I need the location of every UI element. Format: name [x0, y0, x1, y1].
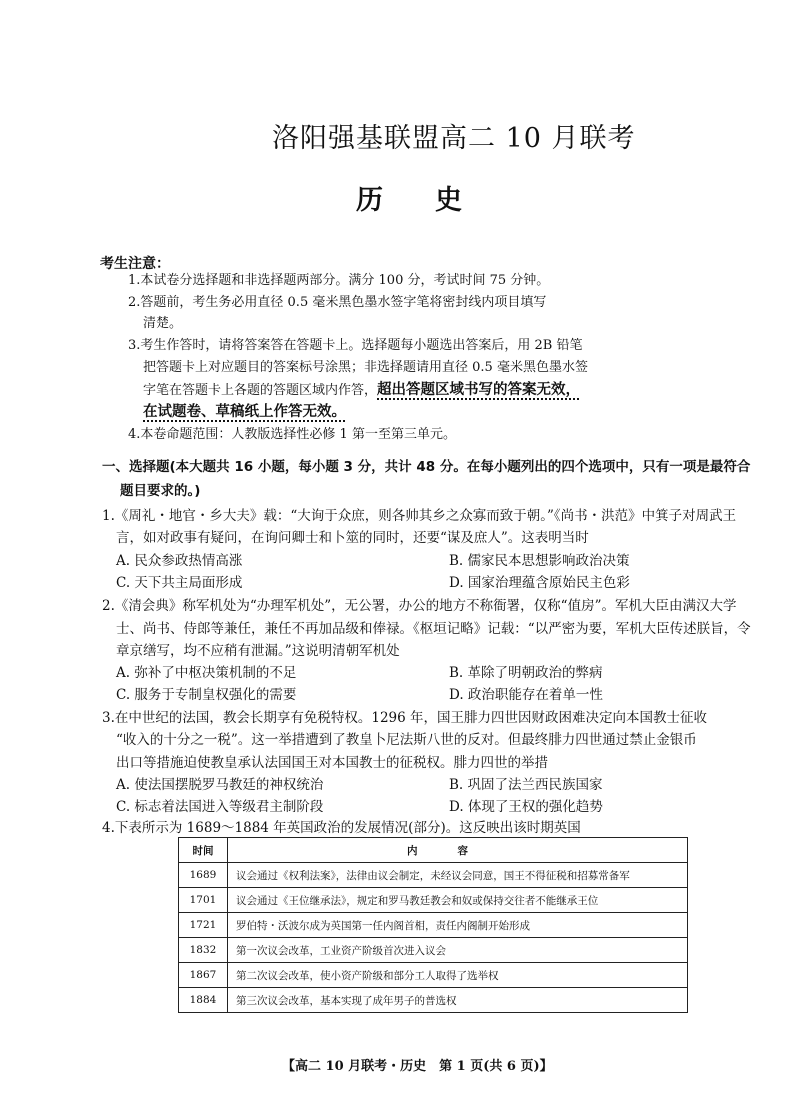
table-header-row — [179, 838, 688, 863]
notice-line — [143, 379, 580, 402]
question-2-text: 2.《清会典》称军机处为“办理军机处”，无公署，办公的地方不称衙署，仅称“值房”。军机大臣由满汉大学 — [102, 598, 737, 614]
history-table — [178, 837, 688, 1013]
table-cell-year: 1689 — [179, 863, 228, 888]
table-row — [179, 913, 688, 938]
question-3-text: 3.在中世纪的法国，教会长期享有免税特权。1296 年，国王腓力四世因财政困难决定向本国教士征收 — [102, 710, 708, 726]
notice-line: 清楚。 — [143, 316, 183, 331]
table-cell-content: 议会通过《王位继承法》，规定和罗马教廷教会和奴或保持交往者不能继承王位 — [228, 888, 688, 913]
table-cell-year: 1867 — [179, 963, 228, 988]
question-2-text: 士、尚书、侍郎等兼任，兼任不再加品级和俸禄。《枢垣记略》记载：“以严密为要，军机大臣传述朕旨，令 — [116, 621, 751, 637]
table-cell-content: 第三次议会改革，基本实现了成年男子的普选权 — [228, 988, 688, 1013]
table-cell-year: 1721 — [179, 913, 228, 938]
q2-option-b[interactable]: B. 革除了明朝政治的弊病 — [449, 665, 603, 681]
notice-line: 4.本卷命题范围：人教版选择性必修 1 第一至第三单元。 — [128, 427, 456, 442]
notice-line-text: 字笔在答题卡上各题的答题区域内作答， — [143, 383, 378, 398]
q1-option-a[interactable]: A. 民众参政热情高涨 — [116, 553, 243, 569]
table-cell-year: 1701 — [179, 888, 228, 913]
notice-line: 2.答题前，考生务必用直径 0.5 毫米黑色墨水签字笔将密封线内项目填写 — [128, 295, 547, 310]
exam-title: 洛阳强基联盟高二 10 月联考 — [272, 123, 636, 154]
q3-option-b[interactable]: B. 巩固了法兰西民族国家 — [449, 777, 603, 793]
table-row — [179, 938, 688, 963]
notice-line: 把答题卡上对应题目的答案标号涂黑；非选择题请用直径 0.5 毫米黑色墨水签 — [143, 360, 588, 375]
table-header-content: 内容 — [228, 838, 688, 863]
notice-line: 1.本试卷分选择题和非选择题两部分。满分 100 分，考试时间 75 分钟。 — [128, 273, 550, 288]
table-cell-content: 罗伯特・沃波尔成为英国第一任内阁首相，责任内阁制开始形成 — [228, 913, 688, 938]
notice-heading: 考生注意： — [100, 256, 170, 272]
table-cell-content: 议会通过《权利法案》，法律由议会制定，未经议会同意，国王不得征税和招募常备军 — [228, 863, 688, 888]
q1-option-b[interactable]: B. 儒家民本思想影响政治决策 — [449, 553, 630, 569]
table-header-time: 时间 — [179, 838, 228, 863]
question-2-text: 章京缮写，均不应稍有泄漏。”这说明清朝军机处 — [116, 643, 400, 659]
table-cell-year: 1884 — [179, 988, 228, 1013]
question-4-text: 4.下表所示为 1689～1884 年英国政治的发展情况(部分)。这反映出该时期英国 — [102, 820, 581, 836]
page-footer: 【高二 10 月联考・历史 第 1 页(共 6 页)】 — [282, 1059, 553, 1074]
table-cell-year: 1832 — [179, 938, 228, 963]
q2-option-c[interactable]: C. 服务于专制皇权强化的需要 — [116, 687, 297, 703]
notice-line — [143, 401, 346, 424]
table-row — [179, 963, 688, 988]
q1-option-c[interactable]: C. 天下共主局面形成 — [116, 575, 243, 591]
section-heading: 一、选择题(本大题共 16 小题，每小题 3 分，共计 48 分。在每小题列出的四个选项中，只有一项是最符合 — [102, 459, 751, 475]
q2-option-d[interactable]: D. 政治职能存在着单一性 — [449, 687, 603, 703]
q3-option-c[interactable]: C. 标志着法国进入等级君主制阶段 — [116, 799, 324, 815]
section-heading-2: 题目要求的。) — [120, 483, 201, 499]
notice-emphasis: 在试题卷、草稿纸上作答无效。 — [143, 404, 346, 420]
q3-option-a[interactable]: A. 使法国摆脱罗马教廷的神权统治 — [116, 777, 324, 793]
question-3-text: 出口等措施迫使教皇承认法国国王对本国教士的征税权。腓力四世的举措 — [116, 755, 548, 771]
question-3-text: “收入的十分之一税”。这一举措遭到了教皇卜尼法斯八世的反对。但最终腓力四世通过禁止金银币 — [116, 732, 697, 748]
table-cell-content: 第一次议会改革，工业资产阶级首次进入议会 — [228, 938, 688, 963]
subject-title: 历史 — [356, 185, 514, 216]
table-row — [179, 888, 688, 913]
notice-emphasis: 超出答题区域书写的答案无效， — [377, 382, 581, 398]
question-1-text: 1.《周礼・地官・乡大夫》载：“大询于众庶，则各帅其乡之众寡而致于朝。”《尚书・洪范》中箕子对周武王 — [102, 508, 737, 524]
table-row — [179, 863, 688, 888]
q2-option-a[interactable]: A. 弥补了中枢决策机制的不足 — [116, 665, 297, 681]
table-cell-content: 第二次议会改革，使小资产阶级和部分工人取得了选举权 — [228, 963, 688, 988]
question-1-text: 言，如对政事有疑问，在询问卿士和卜筮的同时，还要“谋及庶人”。这表明当时 — [116, 530, 589, 546]
q3-option-d[interactable]: D. 体现了王权的强化趋势 — [449, 799, 603, 815]
q1-option-d[interactable]: D. 国家治理蕴含原始民主色彩 — [449, 575, 630, 591]
notice-line: 3.考生作答时，请将答案答在答题卡上。选择题每小题选出答案后，用 2B 铅笔 — [128, 338, 583, 353]
table-row — [179, 988, 688, 1013]
